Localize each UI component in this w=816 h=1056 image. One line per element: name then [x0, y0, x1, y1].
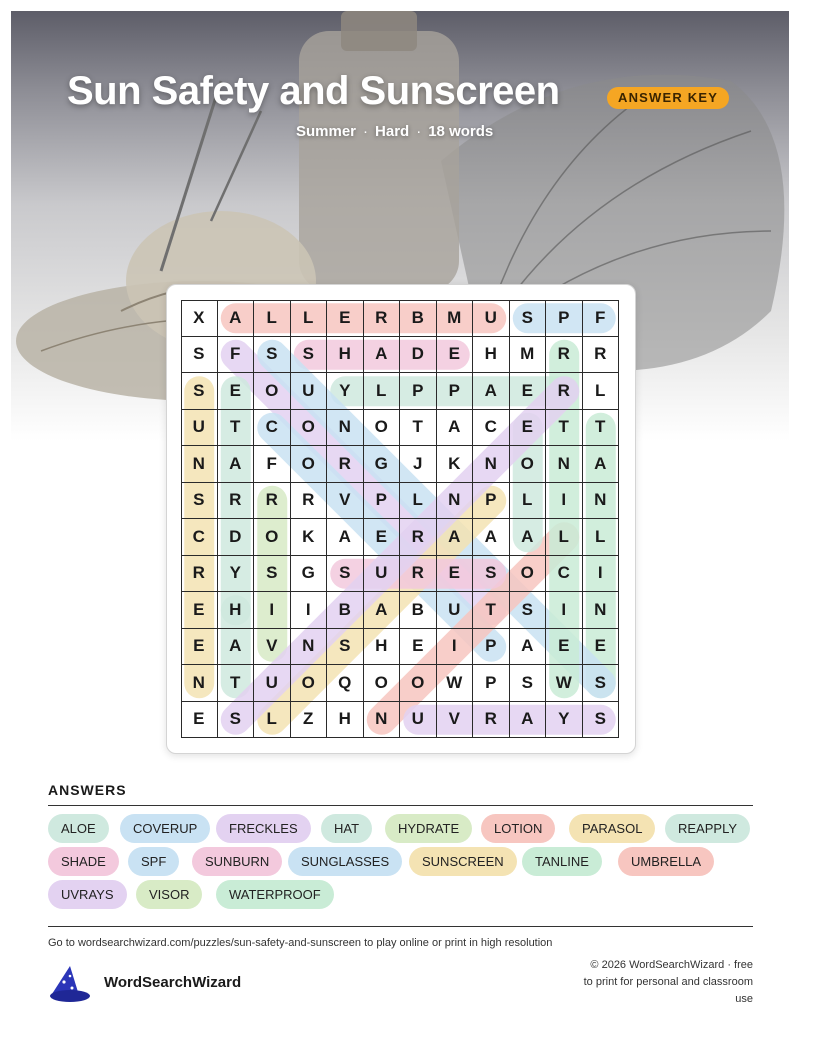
- page-title: Sun Safety and Sunscreen: [67, 69, 560, 113]
- grid-cell: E: [181, 629, 218, 666]
- grid-cell: O: [291, 665, 328, 702]
- grid-cell: O: [364, 410, 401, 447]
- grid-cell: S: [181, 373, 218, 410]
- answer-chip: SPF: [128, 847, 179, 876]
- grid-cell: L: [364, 373, 401, 410]
- grid-cell: L: [583, 519, 620, 556]
- grid-cell: I: [583, 556, 620, 593]
- difficulty-label: Hard: [375, 123, 410, 140]
- grid-cell: C: [546, 556, 583, 593]
- grid-cell: I: [546, 483, 583, 520]
- grid-cell: P: [364, 483, 401, 520]
- grid-cell: A: [583, 446, 620, 483]
- grid-cell: N: [181, 665, 218, 702]
- grid-cell: M: [510, 337, 547, 374]
- answer-chip: SHADE: [48, 847, 119, 876]
- footer-divider: [48, 926, 753, 927]
- grid-cell: N: [364, 702, 401, 739]
- grid-cell: P: [473, 483, 510, 520]
- grid-cell: A: [364, 337, 401, 374]
- answer-chip: REAPPLY: [665, 814, 750, 843]
- grid-cell: R: [583, 337, 620, 374]
- answers-divider: [48, 805, 753, 806]
- grid-cell: A: [218, 629, 255, 666]
- grid-cell: E: [546, 629, 583, 666]
- answer-chip: ALOE: [48, 814, 109, 843]
- grid-cell: R: [546, 337, 583, 374]
- grid-cell: O: [291, 446, 328, 483]
- grid-cell: B: [400, 300, 437, 337]
- grid-cell: U: [254, 665, 291, 702]
- grid-cell: T: [218, 665, 255, 702]
- grid-cell: H: [218, 592, 255, 629]
- answer-chip: TANLINE: [522, 847, 602, 876]
- grid-cell: F: [583, 300, 620, 337]
- grid-cell: Q: [327, 665, 364, 702]
- grid-cell: U: [437, 592, 474, 629]
- grid-cell: D: [400, 337, 437, 374]
- answers-heading: ANSWERS: [48, 782, 127, 798]
- grid-cell: S: [510, 300, 547, 337]
- grid-cell: S: [254, 337, 291, 374]
- grid-cell: C: [181, 519, 218, 556]
- grid-cell: N: [583, 483, 620, 520]
- grid-cell: U: [181, 410, 218, 447]
- answer-chip: VISOR: [136, 880, 202, 909]
- answer-chip: COVERUP: [120, 814, 210, 843]
- grid-cell: U: [473, 300, 510, 337]
- grid-cell: O: [510, 446, 547, 483]
- grid-cell: F: [218, 337, 255, 374]
- grid-cell: N: [437, 483, 474, 520]
- grid-cell: C: [473, 410, 510, 447]
- grid-cell: R: [400, 519, 437, 556]
- grid-cell: R: [400, 556, 437, 593]
- answer-key-badge: ANSWER KEY: [607, 87, 729, 109]
- grid-cell: R: [218, 483, 255, 520]
- grid-cell: S: [583, 665, 620, 702]
- grid-cell: E: [510, 373, 547, 410]
- grid-cell: V: [327, 483, 364, 520]
- grid-cell: S: [510, 592, 547, 629]
- grid-cell: J: [400, 446, 437, 483]
- grid-cell: V: [437, 702, 474, 739]
- copyright-notice: © 2026 WordSearchWizard · free to print for personal and classroom use: [583, 959, 753, 1005]
- grid-cell: A: [473, 519, 510, 556]
- grid-cell: R: [473, 702, 510, 739]
- grid-cell: A: [437, 410, 474, 447]
- grid-cell: P: [400, 373, 437, 410]
- grid-cell: A: [437, 519, 474, 556]
- answer-chip: LOTION: [481, 814, 555, 843]
- answer-chip: SUNSCREEN: [409, 847, 517, 876]
- grid-cell: U: [400, 702, 437, 739]
- grid-cell: I: [437, 629, 474, 666]
- grid-cell: E: [218, 373, 255, 410]
- grid-cell: N: [291, 629, 328, 666]
- grid-cell: S: [327, 556, 364, 593]
- answer-chip: UVRAYS: [48, 880, 127, 909]
- grid-cell: I: [546, 592, 583, 629]
- grid-cell: O: [254, 373, 291, 410]
- grid-cell: P: [546, 300, 583, 337]
- grid-cell: L: [254, 300, 291, 337]
- grid-cell: N: [583, 592, 620, 629]
- grid-cell: H: [327, 337, 364, 374]
- grid-cell: M: [437, 300, 474, 337]
- grid-cell: A: [510, 702, 547, 739]
- grid-cell: L: [510, 483, 547, 520]
- grid-cell: F: [254, 446, 291, 483]
- grid-cell: E: [437, 337, 474, 374]
- grid-cell: W: [437, 665, 474, 702]
- grid-cell: B: [327, 592, 364, 629]
- answer-chip: HAT: [321, 814, 372, 843]
- grid-cell: K: [291, 519, 328, 556]
- grid-cell: O: [254, 519, 291, 556]
- grid-cell: A: [364, 592, 401, 629]
- grid-cell: O: [291, 410, 328, 447]
- grid-cell: P: [473, 665, 510, 702]
- grid-cell: S: [291, 337, 328, 374]
- grid-cell: L: [400, 483, 437, 520]
- grid-cell: Y: [546, 702, 583, 739]
- grid-cell: S: [181, 337, 218, 374]
- puzzle-meta: [296, 123, 493, 140]
- word-search-grid: [181, 300, 619, 738]
- grid-cell: X: [181, 300, 218, 337]
- grid-cell: E: [181, 702, 218, 739]
- answer-chip: HYDRATE: [385, 814, 472, 843]
- grid-cell: S: [181, 483, 218, 520]
- grid-cell: S: [327, 629, 364, 666]
- grid-cell: E: [510, 410, 547, 447]
- grid-cell: N: [327, 410, 364, 447]
- grid-cell: O: [400, 665, 437, 702]
- grid-cell: S: [254, 556, 291, 593]
- grid-cell: H: [473, 337, 510, 374]
- category-label: Summer: [296, 123, 357, 140]
- grid-cell: R: [291, 483, 328, 520]
- grid-cell: N: [473, 446, 510, 483]
- grid-cell: A: [473, 373, 510, 410]
- grid-cell: G: [364, 446, 401, 483]
- answer-chip: WATERPROOF: [216, 880, 334, 909]
- grid-cell: T: [546, 410, 583, 447]
- grid-cell: W: [546, 665, 583, 702]
- word-count-label: 18 words: [428, 123, 494, 140]
- grid-cell: T: [400, 410, 437, 447]
- grid-cell: P: [437, 373, 474, 410]
- grid-cell: E: [437, 556, 474, 593]
- grid-cell: E: [364, 519, 401, 556]
- answer-chip: UMBRELLA: [618, 847, 714, 876]
- grid-cell: I: [291, 592, 328, 629]
- grid-cell: A: [510, 519, 547, 556]
- grid-cell: K: [437, 446, 474, 483]
- grid-cell: A: [327, 519, 364, 556]
- brand-name: WordSearchWizard: [104, 974, 242, 991]
- answer-chip: PARASOL: [569, 814, 655, 843]
- grid-cell: S: [218, 702, 255, 739]
- meta-separator: ·: [416, 123, 422, 140]
- grid-cell: S: [510, 665, 547, 702]
- grid-cell: N: [546, 446, 583, 483]
- grid-cell: U: [291, 373, 328, 410]
- grid-cell: S: [473, 556, 510, 593]
- answer-chip: SUNGLASSES: [288, 847, 402, 876]
- grid-cell: C: [254, 410, 291, 447]
- grid-cell: T: [218, 410, 255, 447]
- grid-cell: L: [583, 373, 620, 410]
- play-online-link[interactable]: Go to wordsearchwizard.com/puzzles/sun-safety-and-sunscreen to play online or print in high resolution: [48, 937, 553, 949]
- grid-cell: E: [181, 592, 218, 629]
- grid-cell: V: [254, 629, 291, 666]
- grid-cell: R: [181, 556, 218, 593]
- grid-cell: E: [583, 629, 620, 666]
- meta-separator: ·: [363, 123, 369, 140]
- grid-cell: Y: [218, 556, 255, 593]
- grid-cell: R: [364, 300, 401, 337]
- grid-cell: E: [327, 300, 364, 337]
- grid-cell: I: [254, 592, 291, 629]
- grid-cell: L: [254, 702, 291, 739]
- answer-chip: SUNBURN: [192, 847, 282, 876]
- grid-cell: Z: [291, 702, 328, 739]
- grid-cell: U: [364, 556, 401, 593]
- grid-cell: E: [400, 629, 437, 666]
- grid-cell: L: [546, 519, 583, 556]
- grid-cell: S: [583, 702, 620, 739]
- grid-cell: Y: [327, 373, 364, 410]
- grid-cell: H: [327, 702, 364, 739]
- wizard-hat-icon: [48, 964, 92, 1009]
- grid-cell: B: [400, 592, 437, 629]
- grid-cell: O: [510, 556, 547, 593]
- grid-cell: O: [364, 665, 401, 702]
- grid-cell: L: [291, 300, 328, 337]
- grid-cell: T: [583, 410, 620, 447]
- grid-cell: A: [218, 446, 255, 483]
- grid-cell: R: [327, 446, 364, 483]
- grid-cell: D: [218, 519, 255, 556]
- grid-cell: H: [364, 629, 401, 666]
- grid-cell: A: [218, 300, 255, 337]
- grid-cell: G: [291, 556, 328, 593]
- grid-cell: R: [254, 483, 291, 520]
- grid-cell: A: [510, 629, 547, 666]
- answer-chip: FRECKLES: [216, 814, 311, 843]
- grid-cell: N: [181, 446, 218, 483]
- letter-grid: [181, 300, 619, 738]
- grid-cell: T: [473, 592, 510, 629]
- grid-cell: P: [473, 629, 510, 666]
- grid-cell: R: [546, 373, 583, 410]
